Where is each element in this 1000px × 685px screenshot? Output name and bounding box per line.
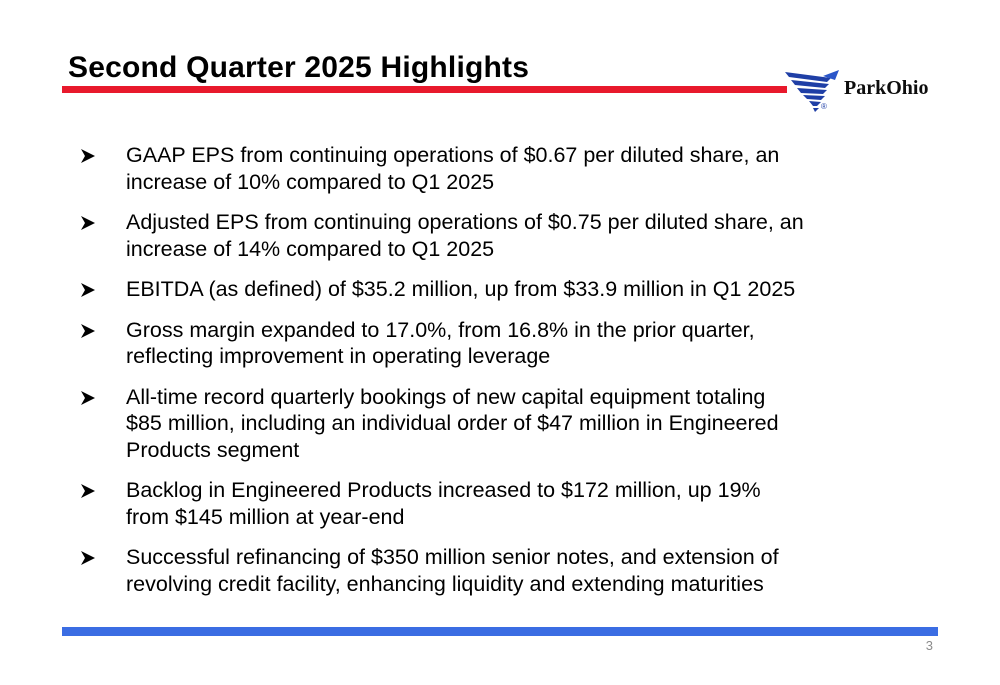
page-title: Second Quarter 2025 Highlights (68, 51, 530, 84)
parkohio-logo (783, 64, 948, 114)
footer-bar (62, 627, 938, 636)
bullet-line: $85 million, including an individual order of $47 million in Engineered (126, 411, 779, 435)
page-number: 3 (925, 638, 933, 653)
bullet-line: Backlog in Engineered Products increased to $172 million, up 19% (126, 478, 761, 502)
logo-text: ParkOhio (844, 77, 929, 99)
list-item (80, 544, 940, 597)
bullet-line: Adjusted EPS from continuing operations of $0.75 per diluted share, an (126, 210, 804, 234)
bullet-line: GAAP EPS from continuing operations of $0.67 per diluted share, an (126, 143, 780, 167)
arrowhead-bullet-icon (80, 276, 98, 302)
title-underline (62, 86, 787, 93)
arrowhead-bullet-icon (80, 544, 98, 570)
bullet-line: from $145 million at year-end (126, 504, 405, 529)
arrowhead-bullet-icon (80, 142, 98, 168)
bullet-line: Gross margin expanded to 17.0%, from 16.8% in the prior quarter, (126, 317, 755, 342)
arrowhead-bullet-icon (80, 209, 98, 235)
eagle-wing-icon (785, 70, 839, 112)
list-item (80, 384, 940, 464)
arrowhead-bullet-icon (80, 317, 98, 343)
arrowhead-bullet-icon (80, 384, 98, 410)
bullet-line: Products segment (126, 437, 300, 462)
bullet-line: All-time record quarterly bookings of new capital equipment totaling (126, 384, 766, 409)
bullet-line: Successful refinancing of $350 million senior notes, and extension of (126, 545, 779, 569)
arrowhead-bullet-icon (80, 477, 98, 503)
list-item (80, 142, 940, 195)
highlights-list (80, 142, 940, 611)
list-item (80, 276, 940, 303)
list-item (80, 477, 940, 530)
list-item (80, 209, 940, 262)
bullet-line: increase of 14% compared to Q1 2025 (126, 236, 495, 261)
bullet-line: revolving credit facility, enhancing liquidity and extending maturities (126, 571, 764, 596)
bullet-line: EBITDA (as defined) of $35.2 million, up from $33.9 million in Q1 2025 (126, 277, 796, 301)
bullet-line: increase of 10% compared to Q1 2025 (126, 169, 495, 194)
list-item (80, 317, 940, 370)
bullet-line: reflecting improvement in operating leverage (126, 344, 551, 368)
svg-text:®: ® (821, 102, 827, 111)
